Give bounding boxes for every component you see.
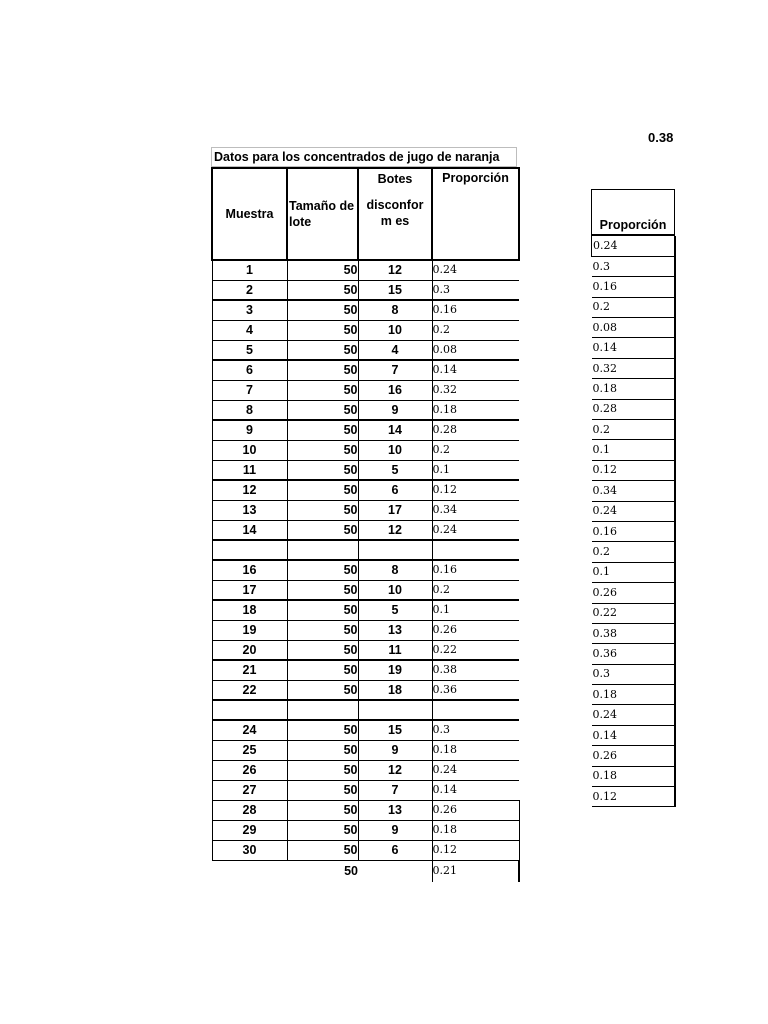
cell-proporcion: 0.1 <box>432 600 519 620</box>
cell-muestra: 17 <box>212 580 287 600</box>
cell-proporcion: 0.16 <box>432 560 519 580</box>
side-value: 0.26 <box>592 746 676 766</box>
cell-proporcion: 0.22 <box>432 640 519 660</box>
cell-muestra: 3 <box>212 300 287 320</box>
cell-proporcion: 0.14 <box>432 360 519 380</box>
cell-botes <box>358 860 432 882</box>
side-value: 0.26 <box>592 583 676 603</box>
table-row <box>212 300 519 320</box>
table-row <box>212 560 519 580</box>
side-row <box>592 420 676 440</box>
table-body <box>212 260 519 882</box>
cell-tamano: 50 <box>287 840 358 860</box>
cell-tamano: 50 <box>287 460 358 480</box>
cell-proporcion: 0.16 <box>432 300 519 320</box>
side-row <box>592 623 676 643</box>
table-row <box>212 820 519 840</box>
cell-tamano: 50 <box>287 800 358 820</box>
side-value: 0.3 <box>592 256 676 276</box>
cell-muestra: 8 <box>212 400 287 420</box>
cell-tamano: 50 <box>287 820 358 840</box>
cell-tamano: 50 <box>287 260 358 280</box>
cell-tamano: 50 <box>287 660 358 680</box>
cell-botes: 12 <box>358 260 432 280</box>
cell-tamano: 50 <box>287 400 358 420</box>
side-row <box>592 725 676 745</box>
cell-botes: 9 <box>358 820 432 840</box>
top-value: 0.38 <box>648 130 674 145</box>
table-row <box>212 660 519 680</box>
side-value: 0.12 <box>592 787 676 807</box>
table-row <box>212 700 519 720</box>
cell-muestra: 5 <box>212 340 287 360</box>
side-value: 0.1 <box>592 440 676 460</box>
cell-muestra: 27 <box>212 780 287 800</box>
side-proportion-list <box>591 236 676 807</box>
side-value: 0.34 <box>592 481 676 501</box>
cell-proporcion: 0.34 <box>432 500 519 520</box>
cell-proporcion: 0.36 <box>432 680 519 700</box>
side-value: 0.32 <box>592 358 676 378</box>
side-value: 0.24 <box>592 705 676 725</box>
cell-proporcion: 0.18 <box>432 740 519 760</box>
side-row <box>592 685 676 705</box>
cell-muestra: 24 <box>212 720 287 740</box>
cell-tamano: 50 <box>287 620 358 640</box>
cell-muestra: 10 <box>212 440 287 460</box>
side-row <box>592 318 676 338</box>
cell-botes: 6 <box>358 840 432 860</box>
cell-botes: 4 <box>358 340 432 360</box>
cell-botes: 9 <box>358 400 432 420</box>
cell-tamano: 50 <box>287 440 358 460</box>
table-title: Datos para los concentrados de jugo de naranja <box>211 147 517 167</box>
cell-botes: 11 <box>358 640 432 660</box>
cell-muestra: 30 <box>212 840 287 860</box>
cell-proporcion: 0.3 <box>432 720 519 740</box>
cell-proporcion: 0.32 <box>432 380 519 400</box>
cell-tamano: 50 <box>287 420 358 440</box>
data-table <box>211 167 520 882</box>
cell-tamano: 50 <box>287 300 358 320</box>
side-value: 0.38 <box>592 623 676 643</box>
side-row <box>592 746 676 766</box>
cell-muestra: 4 <box>212 320 287 340</box>
cell-botes: 19 <box>358 660 432 680</box>
cell-proporcion: 0.1 <box>432 460 519 480</box>
table-row <box>212 540 519 560</box>
table-row <box>212 640 519 660</box>
cell-botes: 7 <box>358 360 432 380</box>
table-row <box>212 360 519 380</box>
table-row <box>212 800 519 820</box>
side-row <box>592 399 676 419</box>
cell-tamano: 50 <box>287 680 358 700</box>
cell-botes: 12 <box>358 760 432 780</box>
cell-proporcion: 0.12 <box>432 480 519 500</box>
cell-botes: 8 <box>358 560 432 580</box>
side-row <box>592 256 676 276</box>
cell-botes <box>358 540 432 560</box>
cell-proporcion: 0.18 <box>432 820 519 840</box>
table-row <box>212 520 519 540</box>
cell-muestra: 22 <box>212 680 287 700</box>
side-value: 0.18 <box>592 766 676 786</box>
header-proporcion: Proporción <box>432 168 519 260</box>
cell-tamano: 50 <box>287 480 358 500</box>
cell-muestra: 1 <box>212 260 287 280</box>
cell-muestra: 7 <box>212 380 287 400</box>
cell-proporcion: 0.38 <box>432 660 519 680</box>
cell-botes: 6 <box>358 480 432 500</box>
side-value: 0.22 <box>592 603 676 623</box>
side-row <box>592 277 676 297</box>
cell-tamano: 50 <box>287 740 358 760</box>
cell-botes: 16 <box>358 380 432 400</box>
table-summary-row <box>212 860 519 882</box>
cell-muestra: 16 <box>212 560 287 580</box>
cell-botes: 15 <box>358 720 432 740</box>
cell-botes: 14 <box>358 420 432 440</box>
header-botes-disconformes <box>358 168 432 260</box>
cell-tamano: 50 <box>287 580 358 600</box>
side-row <box>592 521 676 541</box>
cell-muestra: 14 <box>212 520 287 540</box>
side-row <box>592 583 676 603</box>
cell-botes: 5 <box>358 600 432 620</box>
side-row <box>592 481 676 501</box>
header-muestra: Muestra <box>212 168 287 260</box>
side-row <box>592 501 676 521</box>
cell-proporcion: 0.08 <box>432 340 519 360</box>
side-row <box>592 705 676 725</box>
cell-muestra: 25 <box>212 740 287 760</box>
cell-muestra: 20 <box>212 640 287 660</box>
cell-proporcion: 0.14 <box>432 780 519 800</box>
side-value: 0.24 <box>592 236 676 256</box>
side-header: Proporción <box>591 189 675 236</box>
table-row <box>212 580 519 600</box>
cell-tamano: 50 <box>287 780 358 800</box>
cell-muestra: 12 <box>212 480 287 500</box>
side-row <box>592 542 676 562</box>
side-row <box>592 236 676 256</box>
cell-tamano: 50 <box>344 864 358 879</box>
side-value: 0.12 <box>592 460 676 480</box>
cell-proporcion: 0.28 <box>432 420 519 440</box>
table-row <box>212 500 519 520</box>
side-value: 0.18 <box>592 685 676 705</box>
cell-botes: 17 <box>358 500 432 520</box>
cell-proporcion: 0.24 <box>432 260 519 280</box>
cell-tamano: 50 <box>287 360 358 380</box>
cell-muestra: 18 <box>212 600 287 620</box>
cell-tamano: 50 <box>287 560 358 580</box>
cell-botes: 9 <box>358 740 432 760</box>
table-row <box>212 760 519 780</box>
header-tamano-lote: Tamaño de lote <box>287 168 358 260</box>
table-row <box>212 400 519 420</box>
cell-muestra: 6 <box>212 360 287 380</box>
cell-muestra: 9 <box>212 420 287 440</box>
cell-botes: 13 <box>358 620 432 640</box>
table-row <box>212 840 519 860</box>
cell-muestra <box>212 700 287 720</box>
cell-muestra <box>212 860 287 882</box>
cell-proporcion: 0.18 <box>432 400 519 420</box>
cell-muestra: 13 <box>212 500 287 520</box>
side-row <box>592 766 676 786</box>
cell-proporcion: 0.26 <box>432 800 519 820</box>
cell-botes: 7 <box>358 780 432 800</box>
side-row <box>592 664 676 684</box>
cell-muestra: 26 <box>212 760 287 780</box>
table-row <box>212 420 519 440</box>
cell-muestra: 21 <box>212 660 287 680</box>
table-row <box>212 680 519 700</box>
table-row <box>212 280 519 300</box>
side-value: 0.2 <box>592 420 676 440</box>
cell-tamano <box>287 540 358 560</box>
cell-tamano: 50 <box>287 500 358 520</box>
cell-botes: 10 <box>358 580 432 600</box>
table-row <box>212 320 519 340</box>
cell-proporcion: 0.2 <box>432 320 519 340</box>
cell-botes: 15 <box>358 280 432 300</box>
cell-proporcion: 0.24 <box>432 520 519 540</box>
cell-proporcion: 0.3 <box>432 280 519 300</box>
cell-tamano: 50 <box>287 320 358 340</box>
side-row <box>592 460 676 480</box>
side-value: 0.28 <box>592 399 676 419</box>
table-row <box>212 600 519 620</box>
table-row <box>212 460 519 480</box>
cell-botes: 10 <box>358 320 432 340</box>
cell-botes <box>358 700 432 720</box>
side-row <box>592 787 676 807</box>
table-row <box>212 260 519 280</box>
side-value: 0.36 <box>592 644 676 664</box>
side-value: 0.18 <box>592 379 676 399</box>
side-value: 0.16 <box>592 521 676 541</box>
header-botes-line2: disconform es <box>366 198 424 228</box>
side-value: 0.3 <box>592 664 676 684</box>
cell-muestra: 2 <box>212 280 287 300</box>
side-row <box>592 562 676 582</box>
cell-tamano: 50 <box>287 340 358 360</box>
table-row <box>212 380 519 400</box>
side-value: 0.2 <box>592 542 676 562</box>
side-row <box>592 440 676 460</box>
cell-proporcion: 0.21 <box>432 860 519 882</box>
cell-botes: 12 <box>358 520 432 540</box>
side-row <box>592 644 676 664</box>
cell-botes: 10 <box>358 440 432 460</box>
side-value: 0.1 <box>592 562 676 582</box>
cell-proporcion: 0.24 <box>432 760 519 780</box>
cell-tamano: 50 <box>287 640 358 660</box>
cell-botes: 18 <box>358 680 432 700</box>
cell-proporcion: 0.2 <box>432 440 519 460</box>
cell-muestra: 28 <box>212 800 287 820</box>
cell-tamano: 50 <box>287 380 358 400</box>
table-row <box>212 480 519 500</box>
table-row <box>212 780 519 800</box>
side-value: 0.08 <box>592 318 676 338</box>
side-value: 0.2 <box>592 297 676 317</box>
cell-tamano <box>287 700 358 720</box>
side-value: 0.14 <box>592 725 676 745</box>
cell-proporcion <box>432 700 519 720</box>
side-row <box>592 358 676 378</box>
table-header-row <box>212 168 519 260</box>
side-row <box>592 338 676 358</box>
cell-muestra: 19 <box>212 620 287 640</box>
cell-botes: 13 <box>358 800 432 820</box>
cell-proporcion: 0.2 <box>432 580 519 600</box>
cell-tamano: 50 <box>287 760 358 780</box>
table-row <box>212 340 519 360</box>
cell-tamano: 50 <box>287 280 358 300</box>
cell-tamano: 50 <box>287 720 358 740</box>
side-value: 0.24 <box>592 501 676 521</box>
side-value: 0.14 <box>592 338 676 358</box>
cell-proporcion: 0.12 <box>432 840 519 860</box>
cell-proporcion: 0.26 <box>432 620 519 640</box>
header-botes-line1: Botes <box>377 172 413 186</box>
side-row <box>592 603 676 623</box>
cell-tamano: 50 <box>287 600 358 620</box>
cell-proporcion <box>432 540 519 560</box>
cell-botes: 5 <box>358 460 432 480</box>
table-row <box>212 620 519 640</box>
cell-muestra: 11 <box>212 460 287 480</box>
table-row <box>212 740 519 760</box>
side-row <box>592 297 676 317</box>
cell-tamano: 50 <box>287 520 358 540</box>
cell-muestra: 29 <box>212 820 287 840</box>
side-value: 0.16 <box>592 277 676 297</box>
table-row <box>212 720 519 740</box>
cell-muestra <box>212 540 287 560</box>
table-row <box>212 440 519 460</box>
side-row <box>592 379 676 399</box>
cell-botes: 8 <box>358 300 432 320</box>
